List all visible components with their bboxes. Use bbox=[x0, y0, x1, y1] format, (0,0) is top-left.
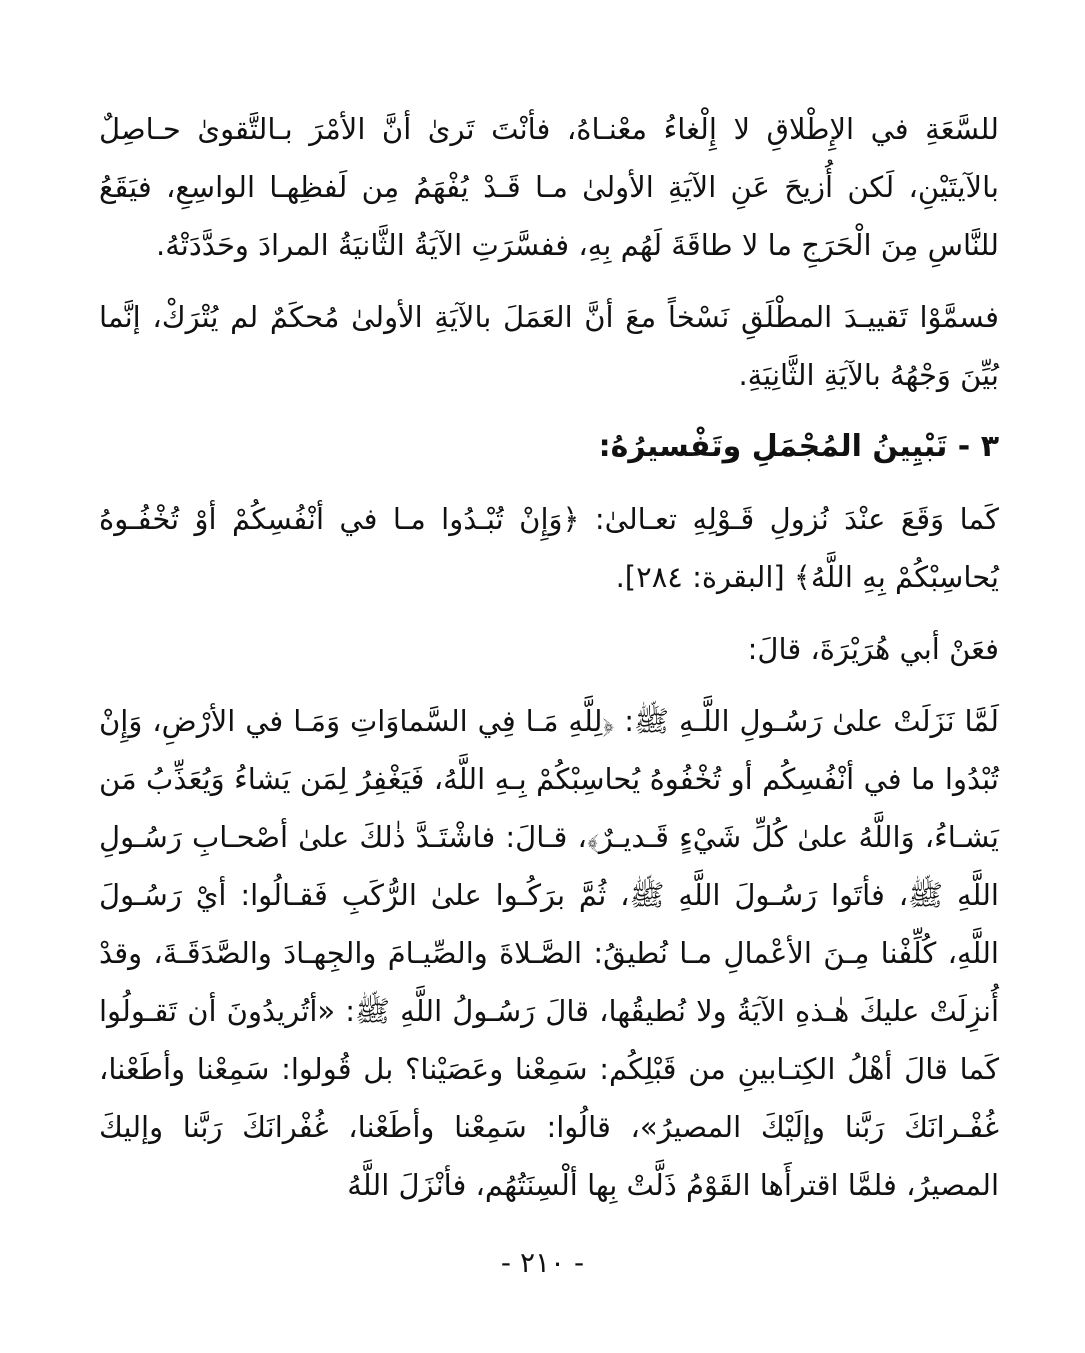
paragraph-5: لَمَّا نَزَلَتْ علىٰ رَسُـولِ اللَّـهِ ﷺ: ﴿لِلَّهِ مَـا فِي السَّماوَاتِ وَمَـا في الأرْضِ، وَإِنْ تُبْدُوا ما في أنْفُسِكُم أو تُخْفُوهُ يُحاسِبْكُمْ بِـهِ اللَّهُ، فَيَغْفِرُ لِمَن يَشاءُ وَيُعَذِّبُ مَن يَشـاءُ، وَاللَّهُ علىٰ كُلِّ شَيْءٍ قَـديـرٌ﴾، قـالَ: فاشْتَـدَّ ذٰلكَ علىٰ أصْحـابِ رَسُـولِ اللَّهِ ﷺ، فأتَوا رَسُـولَ اللَّهِ ﷺ، ثُمَّ برَكُـوا علىٰ الرُّكَبِ فَقـالُوا: أيْ رَسُـولَ اللَّهِ، كُلِّفْنا مِـنَ الأعْمالِ مـا نُطيقُ: الصَّـلاةَ والصِّيـامَ والجِهـادَ والصَّدَقَـةَ، وقدْ أُنزِلَتْ عليكَ هٰـذهِ الآيَةُ ولا نُطيقُها، قالَ رَسُـولُ اللَّهِ ﷺ: «أتُريدُونَ أن تَقـولُوا كَما قالَ أهْلُ الكِتـابينِ من قَبْلِكُم: سَمِعْنا وعَصَيْنا؟ بل قُولوا: سَمِعْنا وأطَعْنا، غُفْـرانَكَ رَبَّنا وإلَيْكَ المصيرُ»، قالُوا: سَمِعْنا وأطَعْنا، غُفْرانَكَ رَبَّنا وإليكَ المصيرُ، فلمَّا اقترأَها القَوْمُ ذَلَّتْ بِها ألْسِنَتُهُم، فأنْزَلَ اللَّهُ bbox=[99, 704, 999, 1202]
page-body bbox=[99, 100, 999, 1228]
paragraph-4: فعَنْ أبي هُرَيْرَةَ، قالَ: bbox=[747, 632, 999, 666]
page-number: - ٢١٠ - bbox=[500, 1246, 585, 1279]
section-heading: ٣ - تَبْيِينُ المُجْمَلِ وتَفْسيرُهُ: bbox=[598, 429, 999, 464]
paragraph-1: للسَّعَةِ في الإِطْلاقِ لا إِلْغاءُ معْنـاهُ، فأنْتَ تَرىٰ أنَّ الأمْرَ بـالتَّقوىٰ حـاصِلٌ بالآيتَيْنِ، لَكن أُزيحَ عَنِ الآيَةِ الأولىٰ مـا قَـدْ يُفْهَمُ مِن لَفظِهـا الواسِعِ، فيَقَعُ للنَّاسِ مِنَ الْحَرَجِ ما لا طاقَةَ لَهُم بِهِ، ففسَّرَتِ الآيَةُ الثَّانيَةُ المرادَ وحَدَّدَتْهُ. bbox=[99, 112, 999, 262]
paragraph-2: فسمَّوْا تَقييـدَ المطْلَقِ نَسْخاً معَ أنَّ العَمَلَ بالآيَةِ الأولىٰ مُحكَمٌ لم يُتْرَكْ، إنَّما بُيِّنَ وَجْهُهُ بالآيَةِ الثَّانِيَةِ. bbox=[99, 300, 999, 392]
paragraph-3: كَما وَقَعَ عنْدَ نُزولِ قَـوْلِهِ تعـالىٰ: ﴿وَإِنْ تُبْـدُوا مـا في أنْفُسِكُمْ أوْ تُخْفُـوهُ يُحاسِبْكُمْ بِهِ اللَّهُ﴾ [البقرة: ٢٨٤]. bbox=[99, 502, 999, 594]
